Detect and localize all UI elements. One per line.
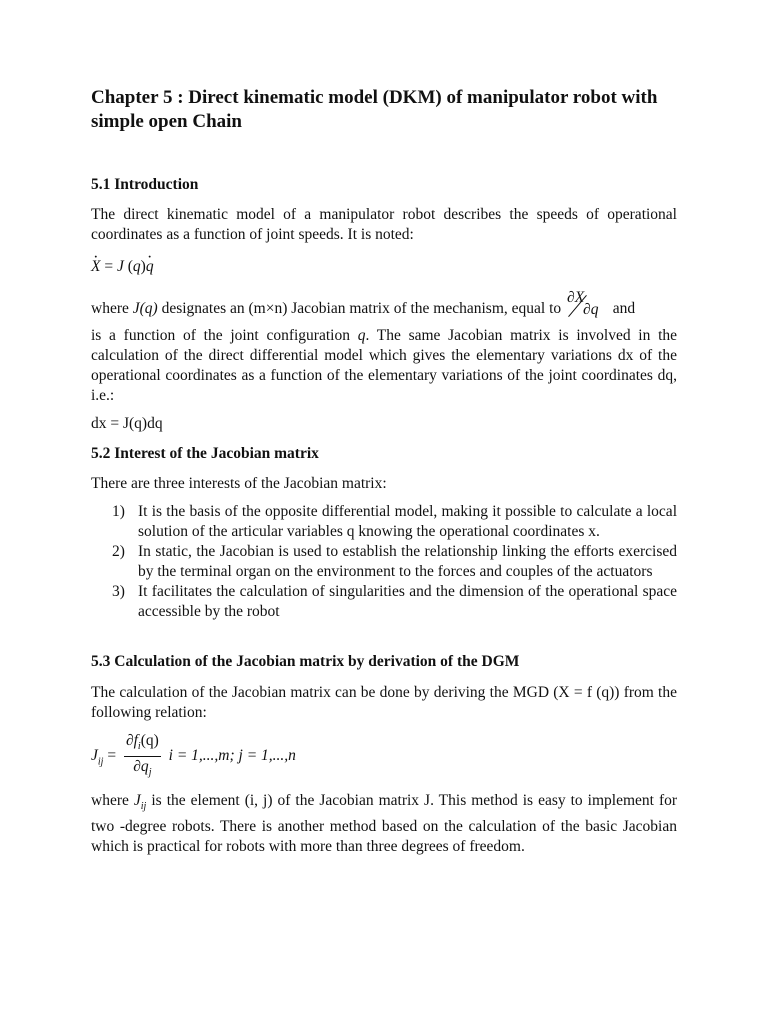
eq2-num: ∂f <box>125 732 138 749</box>
text-ij-sub: ij <box>140 801 147 813</box>
list-item <box>91 502 677 542</box>
list-text: In static, the Jacobian is used to establish the relationship linking the efforts exercised by the terminal organ on the environment to the forces and couples of the actuators <box>138 543 677 580</box>
eq2-num-arg: (q) <box>140 732 159 749</box>
text-jij <box>133 792 147 813</box>
differential-equation: dx = J(q)dq <box>91 415 163 432</box>
section-heading-interest: 5.2 Interest of the Jacobian matrix <box>91 445 319 462</box>
eq2-den-sub: j <box>148 767 152 779</box>
interest-list <box>91 502 677 622</box>
jacobian-definition-line <box>91 289 691 320</box>
text-where: where <box>91 300 129 317</box>
velocity-equation: · X = J (q)· q <box>91 258 154 276</box>
text-element-desc: is the element (i, j) of the Jacobian matrix J. This method is easy to implement for two -degree robots. There is another method based on the calculation of the basic Jacobian which is practical for robots with more than three degrees of freedom. <box>91 792 678 856</box>
jacobian-element-paragraph <box>91 791 677 857</box>
jacobian-element-equation <box>91 731 296 782</box>
text-and: and <box>612 300 636 317</box>
eq-q: q <box>132 258 141 275</box>
list-text: It facilitates the calculation of singularities and the dimension of the operational space accessible by the robot <box>138 583 677 620</box>
list-text: It is the basis of the opposite differential model, making it possible to calculate a local solution of the articular variables q knowing the operational coordinates x. <box>138 503 677 540</box>
eq2-num-sub: i <box>137 741 141 753</box>
eq2-fraction <box>124 731 161 782</box>
eq-jacobian: J <box>116 258 124 275</box>
eq2-denominator <box>124 757 161 782</box>
list-number: 3) <box>112 583 125 600</box>
calculation-paragraph: The calculation of the Jacobian matrix can be done by deriving the MGD (X = f (q)) from the following relation: <box>91 684 677 721</box>
text-j: J <box>133 792 141 809</box>
eq-qdot: · q <box>146 258 154 276</box>
section-heading-introduction: 5.1 Introduction <box>91 176 199 193</box>
eq2-numerator <box>124 731 161 757</box>
eq2-den: ∂q <box>133 758 149 776</box>
text-where2: where <box>91 792 129 809</box>
eq-equals: = <box>104 258 114 275</box>
text-same-jacobian: . The same Jacobian matrix is involved in the calculation of the direct differential model which gives the elementary variations dx of the operational coordinates as a function of the elementary variations of the joint coordinates dq, i.e.: <box>91 327 678 404</box>
text-q: q <box>357 327 366 344</box>
section-heading-calculation: 5.3 Calculation of the Jacobian matrix by derivation of the DGM <box>91 653 520 670</box>
eq2-equals: = <box>107 747 117 765</box>
jacobian-paragraph <box>91 326 677 406</box>
list-item <box>91 582 677 622</box>
chapter-title: Chapter 5 : Direct kinematic model (DKM) of manipulator robot with simple open Chain <box>91 87 658 132</box>
eq2-lhs: J <box>91 747 98 765</box>
partial-q: ∂q <box>583 301 599 318</box>
list-number: 1) <box>112 503 125 520</box>
list-number: 2) <box>112 543 125 560</box>
list-item <box>91 542 677 582</box>
intro-paragraph: The direct kinematic model of a manipulator robot describes the speeds of operational coordinates as a function of joint speeds. It is noted: <box>91 206 677 243</box>
eq-lhs: · X <box>91 258 100 276</box>
eq2-range: i = 1,...,m; j = 1,...,n <box>168 747 296 765</box>
partial-fraction <box>565 289 605 320</box>
text-function: is a function of the joint configuration <box>91 327 350 344</box>
text-jq: J(q) <box>132 300 158 317</box>
text-designates: designates an (m×n) Jacobian matrix of the mechanism, equal to <box>161 300 562 317</box>
eq2-lhs-sub: ij <box>97 756 104 768</box>
partial-x: ∂X <box>567 289 585 306</box>
interest-intro: There are three interests of the Jacobian matrix: <box>91 475 387 492</box>
